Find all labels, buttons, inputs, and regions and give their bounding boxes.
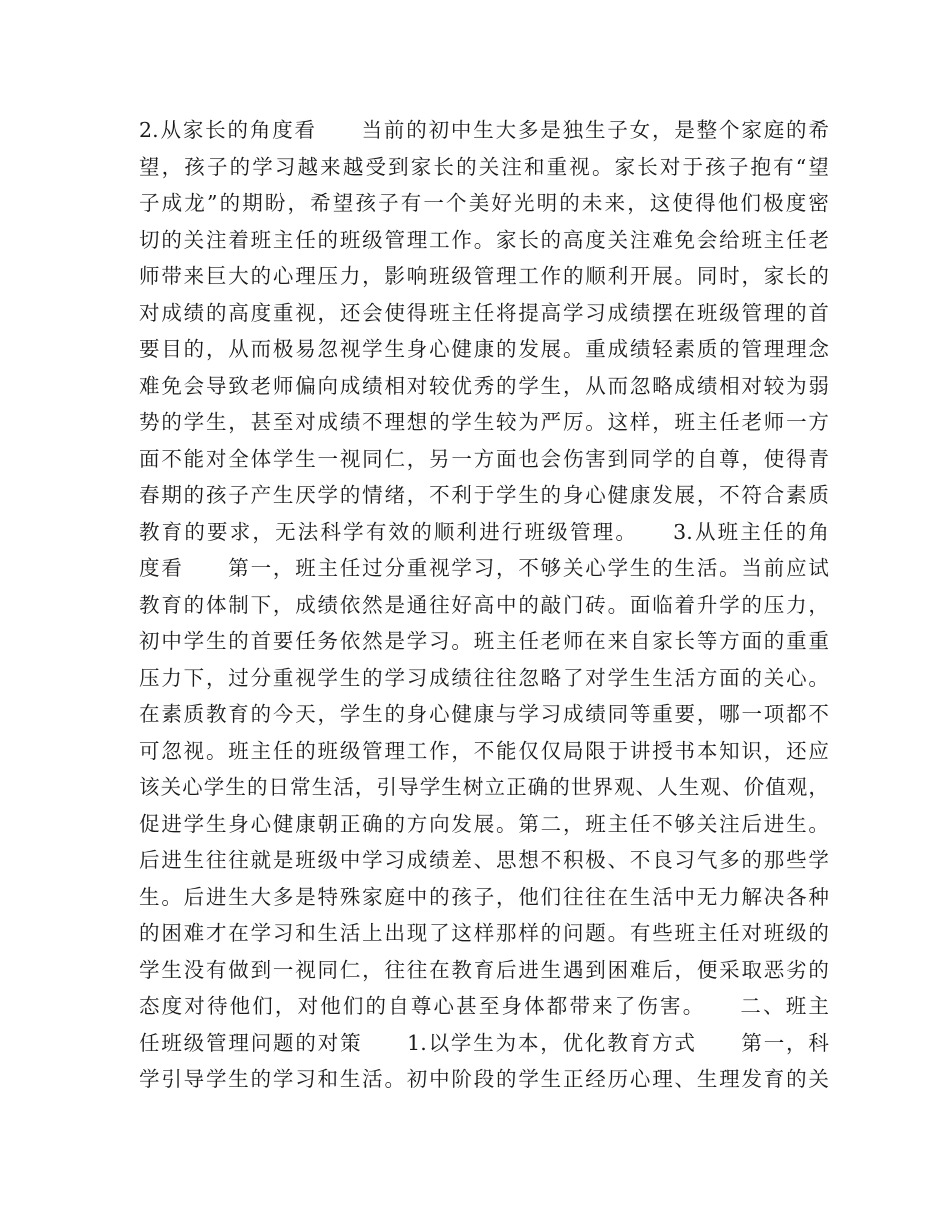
text-line: 切的关注着班主任的班级管理工作。家长的高度关注难免会给班主任老	[139, 227, 829, 252]
text-line: 子成龙”的期盼，希望孩子有一个美好光明的未来，这使得他们极度密	[139, 191, 829, 215]
text-line: 态度对待他们，对他们的自尊心甚至身体都带来了伤害。 二、班主	[139, 994, 829, 1018]
text-line: 学生没有做到一视同仁，往往在教育后进生遇到困难后，便采取恶劣的	[139, 957, 829, 982]
text-line: 度看 第一，班主任过分重视学习，不够关心学生的生活。当前应试	[139, 556, 829, 580]
text-line: 的困难才在学习和生活上出现了这样那样的问题。有些班主任对班级的	[139, 921, 829, 945]
text-line: 压力下，过分重视学生的学习成绩往往忽略了对学生生活方面的关心。	[139, 665, 829, 690]
text-line: 学引导学生的学习和生活。初中阶段的学生正经历心理、生理发育的关	[139, 1067, 829, 1091]
text-line: 后进生往往就是班级中学习成绩差、思想不积极、不良习气多的那些学	[139, 848, 829, 872]
body-text	[139, 112, 829, 1098]
text-line: 春期的孩子产生厌学的情绪，不利于学生的身心健康发展，不符合素质	[139, 483, 829, 507]
text-line: 要目的，从而极易忽视学生身心健康的发展。重成绩轻素质的管理理念	[139, 337, 829, 361]
text-line: 促进学生身心健康朝正确的方向发展。第二，班主任不够关注后进生。	[139, 811, 829, 836]
text-line: 对成绩的高度重视，还会使得班主任将提高学习成绩摆在班级管理的首	[139, 300, 829, 325]
text-line: 初中学生的首要任务依然是学习。班主任老师在来自家长等方面的重重	[139, 629, 829, 653]
text-line: 难免会导致老师偏向成绩相对较优秀的学生，从而忽略成绩相对较为弱	[139, 373, 829, 398]
text-line: 教育的要求，无法科学有效的顺利进行班级管理。 3.从班主任的角	[139, 519, 829, 544]
text-line: 望，孩子的学习越来越受到家长的关注和重视。家长对于孩子抱有“望	[139, 154, 829, 179]
text-line: 在素质教育的今天，学生的身心健康与学习成绩同等重要，哪一项都不	[139, 702, 829, 726]
text-line: 面不能对全体学生一视同仁，另一方面也会伤害到同学的自尊，使得青	[139, 446, 829, 471]
text-line: 师带来巨大的心理压力，影响班级管理工作的顺利开展。同时，家长的	[139, 264, 829, 288]
text-line: 该关心学生的日常生活，引导学生树立正确的世界观、人生观、价值观，	[139, 775, 829, 799]
text-line: 势的学生，甚至对成绩不理想的学生较为严厉。这样，班主任老师一方	[139, 410, 829, 434]
text-line: 可忽视。班主任的班级管理工作，不能仅仅局限于讲授书本知识，还应	[139, 738, 829, 763]
text-line: 任班级管理问题的对策 1.以学生为本，优化教育方式 第一，科	[139, 1030, 829, 1055]
text-line: 生。后进生大多是特殊家庭中的孩子，他们往往在生活中无力解决各种	[139, 884, 829, 909]
text-line: 教育的体制下，成绩依然是通往好高中的敲门砖。面临着升学的压力，	[139, 592, 829, 617]
text-line: 2.从家长的角度看 当前的初中生大多是独生子女，是整个家庭的希	[139, 118, 829, 142]
